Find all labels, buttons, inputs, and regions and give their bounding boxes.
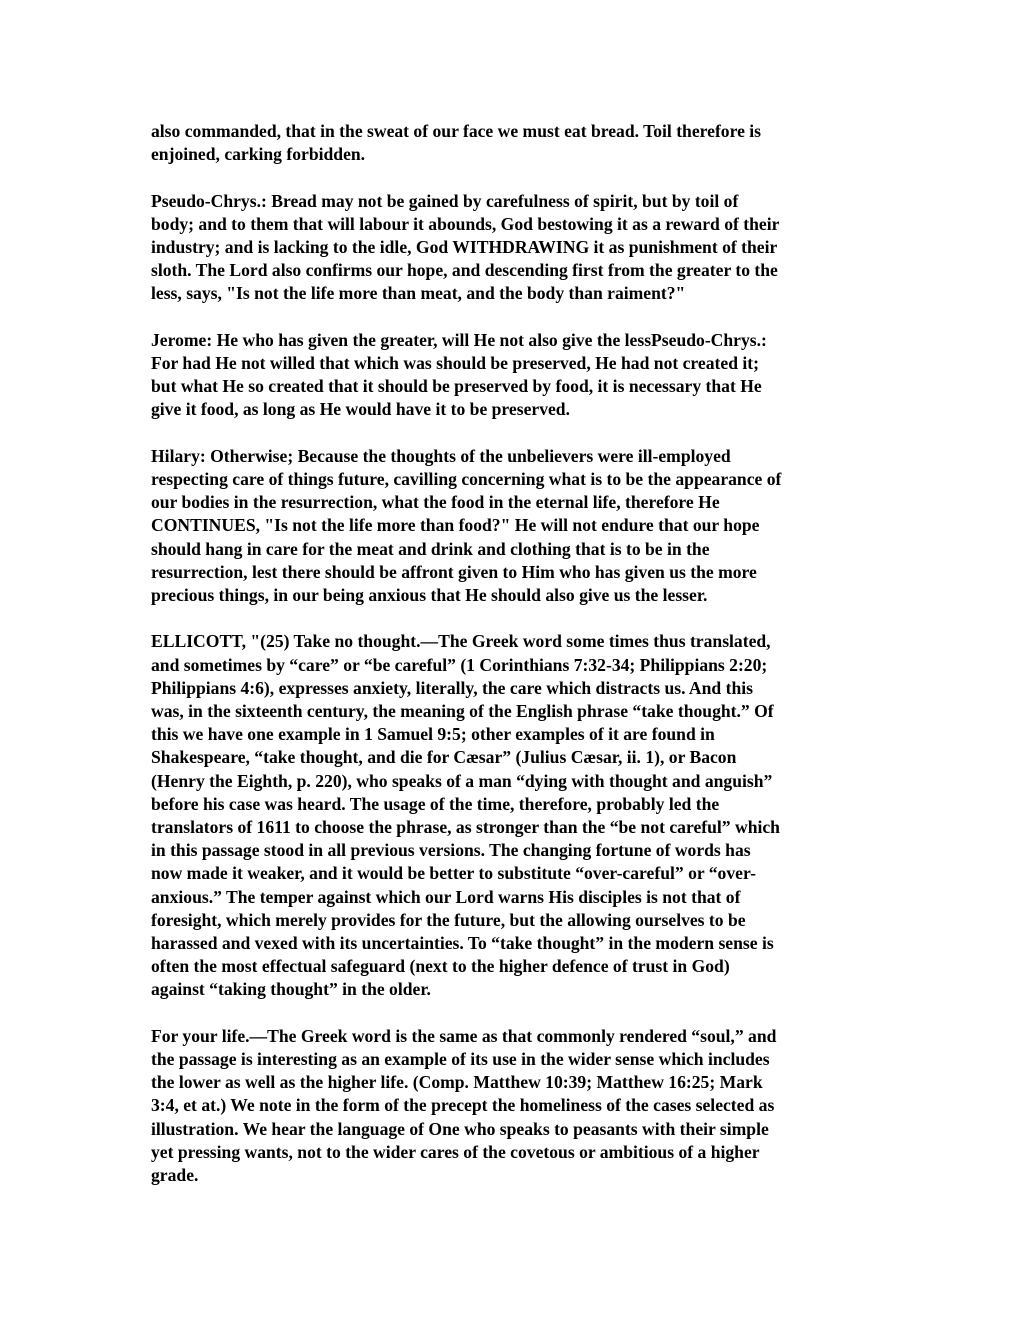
- text-line: harassed and vexed with its uncertainties. To “take thought” in the modern sense is: [151, 933, 774, 954]
- text-line: For your life.—The Greek word is the same as that commonly rendered “soul,” and: [151, 1025, 777, 1046]
- text-line: enjoined, carking forbidden.: [151, 144, 366, 165]
- text-line: but what He so created that it should be preserved by food, it is necessary that He: [151, 376, 762, 397]
- text-line: Hilary: Otherwise; Because the thoughts of the unbelievers were ill-employed: [151, 445, 731, 466]
- text-line: in this passage stood in all previous versions. The changing fortune of words has: [151, 840, 751, 861]
- text-line: 3:4, et at.) We note in the form of the precept the homeliness of the cases selected as: [151, 1095, 775, 1116]
- text-line: sloth. The Lord also confirms our hope, and descending first from the greater to the: [151, 260, 778, 281]
- text-line: For had He not willed that which was should be preserved, He had not created it;: [151, 353, 759, 373]
- paragraph: [151, 329, 881, 422]
- paragraph: [151, 190, 881, 306]
- text-line: was, in the sixteenth century, the meaning of the English phrase “take thought.” Of: [151, 701, 774, 722]
- paragraph: [151, 630, 881, 1001]
- text-line: CONTINUES, "Is not the life more than food?" He will not endure that our hope: [151, 515, 760, 536]
- text-line: the lower as well as the higher life. (Comp. Matthew 10:39; Matthew 16:25; Mark: [151, 1072, 763, 1093]
- text-line: less, says, "Is not the life more than meat, and the body than raiment?": [151, 283, 686, 304]
- text-line: this we have one example in 1 Samuel 9:5; other examples of it are found in: [151, 724, 715, 745]
- text-line: Shakespeare, “take thought, and die for Cæsar” (Julius Cæsar, ii. 1), or Bacon: [151, 747, 737, 768]
- text-line: ELLICOTT, "(25) Take no thought.—The Greek word some times thus translated,: [151, 631, 771, 652]
- text-line: should hang in care for the meat and drink and clothing that is to be in the: [151, 538, 710, 559]
- document-page: [151, 120, 881, 1187]
- text-line: yet pressing wants, not to the wider cares of the covetous or ambitious of a higher: [151, 1141, 760, 1162]
- text-line: grade.: [151, 1165, 199, 1186]
- text-line: Pseudo-Chrys.: Bread may not be gained by carefulness of spirit, but by toil of: [151, 190, 739, 211]
- text-line: give it food, as long as He would have it to be preserved.: [151, 399, 570, 420]
- text-line: our bodies in the resurrection, what the food in the eternal life, therefore He: [151, 492, 720, 513]
- text-line: now made it weaker, and it would be better to substitute “over-careful” or “over-: [151, 863, 756, 884]
- text-line: respecting care of things future, cavilling concerning what is to be the appearance of: [151, 469, 782, 489]
- text-line: the passage is interesting as an example of its use in the wider sense which includes: [151, 1049, 770, 1070]
- text-line: industry; and is lacking to the idle, God WITHDRAWING it as punishment of their: [151, 237, 778, 257]
- text-line: anxious.” The temper against which our Lord warns His disciples is not that of: [151, 886, 741, 907]
- text-line: precious things, in our being anxious that He should also give us the lesser.: [151, 585, 708, 606]
- text-line: often the most effectual safeguard (next to the higher defence of trust in God): [151, 956, 730, 977]
- text-line: Jerome: He who has given the greater, will He not also give the lessPseudo-Chrys.:: [151, 329, 767, 350]
- paragraph: [151, 1025, 881, 1187]
- text-line: and sometimes by “care” or “be careful” (1 Corinthians 7:32-34; Philippians 2:20;: [151, 654, 768, 675]
- document-body: [151, 120, 881, 1187]
- text-line: translators of 1611 to choose the phrase, as stronger than the “be not careful” which: [151, 817, 780, 838]
- text-line: Philippians 4:6), expresses anxiety, literally, the care which distracts us. And this: [151, 677, 753, 698]
- text-line: illustration. We hear the language of One who speaks to peasants with their simple: [151, 1118, 769, 1139]
- text-line: (Henry the Eighth, p. 220), who speaks of a man “dying with thought and anguish”: [151, 770, 773, 791]
- text-line: body; and to them that will labour it abounds, God bestowing it as a reward of their: [151, 213, 780, 234]
- text-line: against “taking thought” in the older.: [151, 979, 431, 1000]
- text-line: also commanded, that in the sweat of our face we must eat bread. Toil therefore is: [151, 121, 762, 141]
- text-line: before his case was heard. The usage of the time, therefore, probably led the: [151, 793, 720, 814]
- paragraph: [151, 120, 881, 166]
- text-line: resurrection, lest there should be affront given to Him who has given us the more: [151, 561, 757, 582]
- text-line: foresight, which merely provides for the future, but the allowing ourselves to be: [151, 909, 746, 930]
- paragraph: [151, 445, 881, 607]
